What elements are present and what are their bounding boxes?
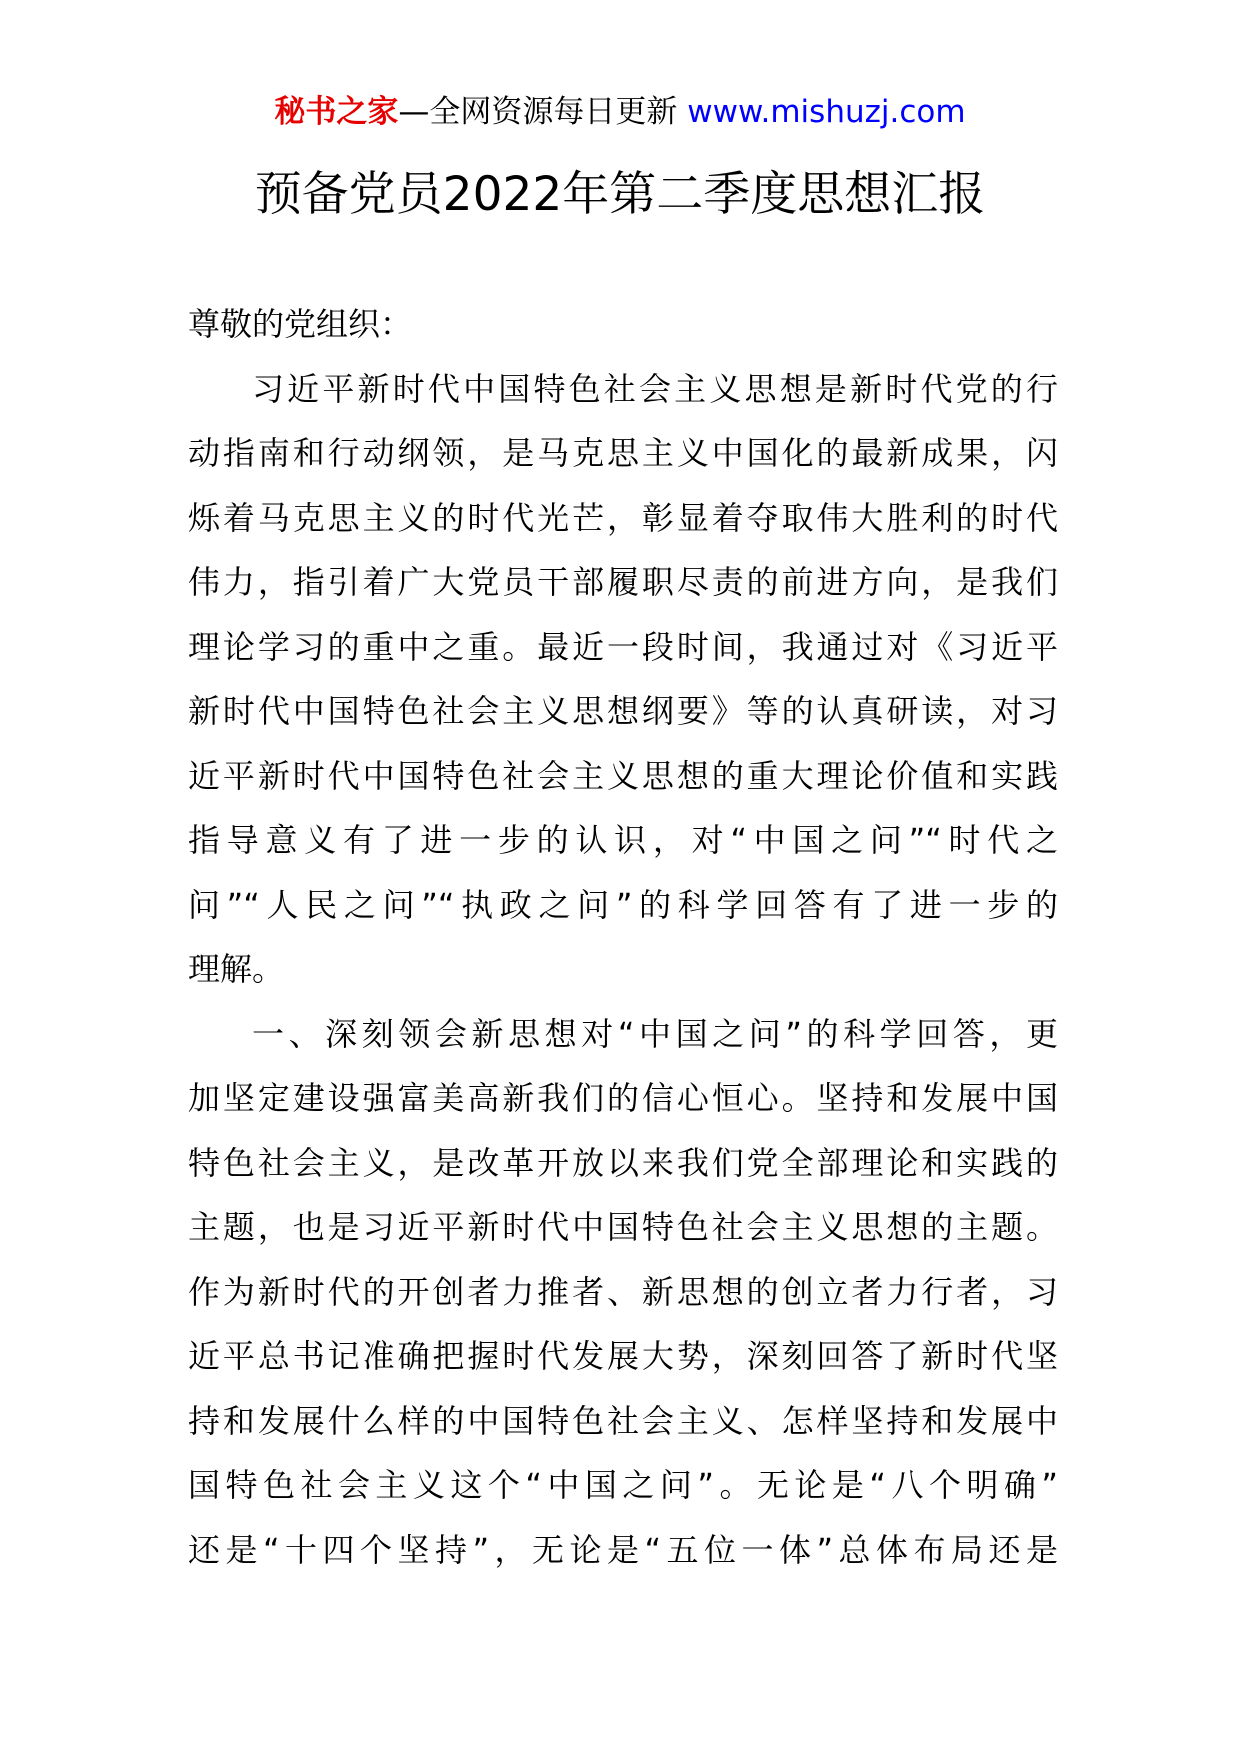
paragraph-line: 还是“十四个坚持”，无论是“五位一体”总体布局还是 [188,1530,1058,1569]
paragraph-line: 理论学习的重中之重。最近一段时间，我通过对《习近平 [188,627,1058,666]
section-heading-line: 一、深刻领会新思想对“中国之问”的科学回答，更 [252,1014,1058,1053]
paragraph-line: 特色社会主义，是改革开放以来我们党全部理论和实践的 [188,1143,1058,1182]
paragraph-line: 理解。 [188,950,285,988]
paragraph-line: 主题，也是习近平新时代中国特色社会主义思想的主题。 [188,1208,1058,1246]
paragraph-line: 持和发展什么样的中国特色社会主义、怎样坚持和发展中 [188,1401,1058,1440]
site-header [0,92,1240,132]
paragraph-line: 作为新时代的开创者力推者、新思想的创立者力行者，习 [188,1272,1058,1311]
document-body [188,292,1058,1582]
paragraph-line: 问”“人民之问”“执政之问”的科学回答有了进一步的 [188,885,1058,924]
paragraph-line: 国特色社会主义这个“中国之问”。无论是“八个明确” [188,1466,1058,1504]
site-slogan: —全网资源每日更新 [398,94,688,130]
paragraph-line: 近平总书记准确把握时代发展大势，深刻回答了新时代坚 [188,1337,1058,1375]
paragraph-line: 指导意义有了进一步的认识，对“中国之问”“时代之 [188,821,1058,859]
document-title: 预备党员2022年第二季度思想汇报 [254,167,986,222]
paragraph-line: 近平新时代中国特色社会主义思想的重大理论价值和实践 [188,756,1058,795]
paragraph-line: 烁着马克思主义的时代光芒，彰显着夺取伟大胜利的时代 [188,498,1058,537]
site-url-link[interactable]: www.mishuzj.com [687,94,966,130]
site-brand: 秘书之家 [274,94,399,130]
paragraph-line: 伟力，指引着广大党员干部履职尽责的前进方向，是我们 [188,563,1058,601]
paragraph-line: 动指南和行动纲领，是马克思主义中国化的最新成果，闪 [188,434,1058,472]
paragraph-line: 加坚定建设强富美高新我们的信心恒心。坚持和发展中国 [188,1079,1058,1117]
paragraph-line: 习近平新时代中国特色社会主义思想是新时代党的行 [252,369,1058,408]
salutation: 尊敬的党组织： [188,305,413,343]
paragraph-line: 新时代中国特色社会主义思想纲要》等的认真研读，对习 [188,692,1058,730]
